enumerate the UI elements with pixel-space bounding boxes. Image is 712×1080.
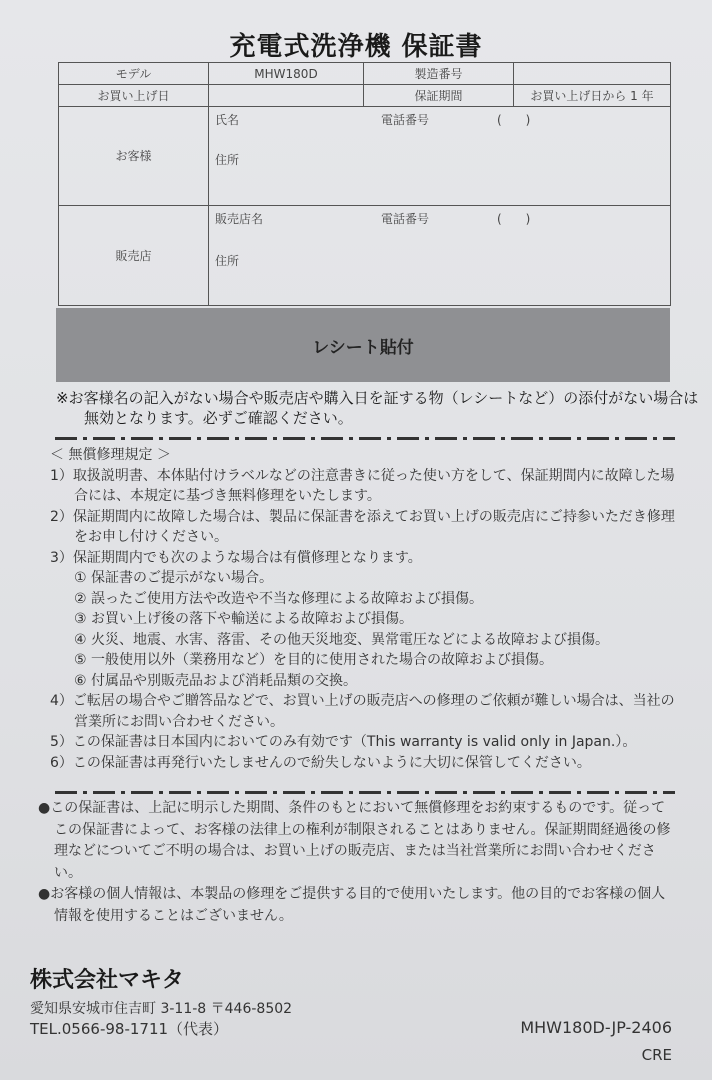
serial-field[interactable]	[514, 63, 671, 85]
document-suffix: CRE	[641, 1046, 672, 1064]
warranty-period-value: お買い上げ日から 1 年	[514, 85, 671, 107]
rule-item: 5）この保証書は日本国内においてのみ有効です（This warranty is valid only in Japan.）。	[50, 734, 637, 750]
company-name: 株式会社マキタ	[30, 968, 184, 993]
rule-item: 2）保証期間内に故障した場合は、製品に保証書を添えてお買い上げの販売店にご持参いただき修理をお申し付けください。	[50, 508, 675, 545]
serial-label: 製造番号	[364, 63, 514, 85]
customer-label: お客様	[59, 107, 209, 205]
store-fields[interactable]	[209, 205, 671, 305]
warranty-bullets	[38, 798, 678, 927]
rule-subitem: ④ 火災、地震、水害、落雷、その他天災地変、異常電圧などによる故障および損傷。	[74, 631, 609, 648]
bullet-item: ●お客様の個人情報は、本製品の修理をご提供する目的で使用いたします。他の目的でお客様の個人情報を使用することはございません。	[38, 886, 666, 924]
rule-subitem: ⑥ 付属品や別販売品および消耗品類の交換。	[74, 672, 357, 689]
name-label: 氏名	[215, 113, 240, 128]
store-label: 販売店	[59, 205, 209, 305]
customer-fields[interactable]	[209, 107, 671, 205]
rule-item: 4）ご転居の場合やご贈答品などで、お買い上げの販売店への修理のご依頼が難しい場合は、当社の営業所にお問い合わせください。	[50, 693, 675, 730]
rule-item: 6）この保証書は再発行いたしませんので紛失しないように大切に保管してください。	[50, 754, 591, 771]
store-phone-paren: ( )	[497, 211, 531, 226]
phone-paren: ( )	[497, 113, 531, 128]
purchase-date-label: お買い上げ日	[59, 85, 209, 107]
divider-line-top	[55, 437, 675, 440]
receipt-attach-area	[56, 308, 670, 382]
rule-subitem: ② 誤ったご使用方法や改造や不当な修理による故障および損傷。	[74, 590, 483, 607]
rule-item: 1）取扱説明書、本体貼付けラベルなどの注意書きに従った使い方をして、保証期間内に故障した場合には、本規定に基づき無料修理をいたします。	[50, 467, 675, 504]
rule-subitem: ⑤ 一般使用以外（業務用など）を目的に使用された場合の故障および損傷。	[74, 652, 553, 668]
document-code: MHW180D-JP-2406	[520, 1018, 672, 1037]
store-phone-label: 電話番号	[381, 211, 430, 226]
rule-subitem: ③ お買い上げ後の落下や輸送による故障および損傷。	[74, 611, 413, 627]
company-phone: TEL.0566-98-1711（代表）	[30, 1020, 229, 1038]
warranty-form-table	[58, 62, 671, 306]
free-repair-rules	[50, 445, 680, 773]
address-label: 住所	[215, 153, 240, 168]
purchase-date-field[interactable]	[209, 85, 364, 107]
model-label: モデル	[59, 63, 209, 85]
store-name-label: 販売店名	[215, 211, 264, 226]
rule-item: 3）保証期間内でも次のような場合は有償修理となります。	[50, 549, 422, 566]
warranty-period-label: 保証期間	[364, 85, 514, 107]
store-address-label: 住所	[215, 253, 240, 268]
rules-heading: ＜ 無償修理規定 ＞	[50, 447, 171, 463]
model-value: MHW180D	[209, 63, 364, 85]
validity-notice: ※お客様名の記入がない場合や販売店や購入日を証する物（レシートなど）の添付がない場合は無効となります。必ずご確認ください。	[56, 389, 699, 427]
receipt-label: レシート貼付	[312, 337, 414, 358]
company-address: 愛知県安城市住吉町 3-11-8 〒446-8502	[30, 1001, 293, 1017]
page-title: 充電式洗浄機 保証書	[229, 32, 483, 62]
rule-subitem: ① 保証書のご提示がない場合。	[74, 570, 274, 586]
phone-label: 電話番号	[381, 113, 430, 128]
bullet-item: ●この保証書は、上記に明示した期間、条件のもとにおいて無償修理をお約束するものです。従ってこの保証書によって、お客様の法律上の権利が制限されることはありません。保証期間経過後の修理などについてご不明の場合は、お買い上げの販売店、または当社営業所にお問い合わせください。	[38, 800, 671, 881]
divider-line-bottom	[55, 791, 675, 794]
